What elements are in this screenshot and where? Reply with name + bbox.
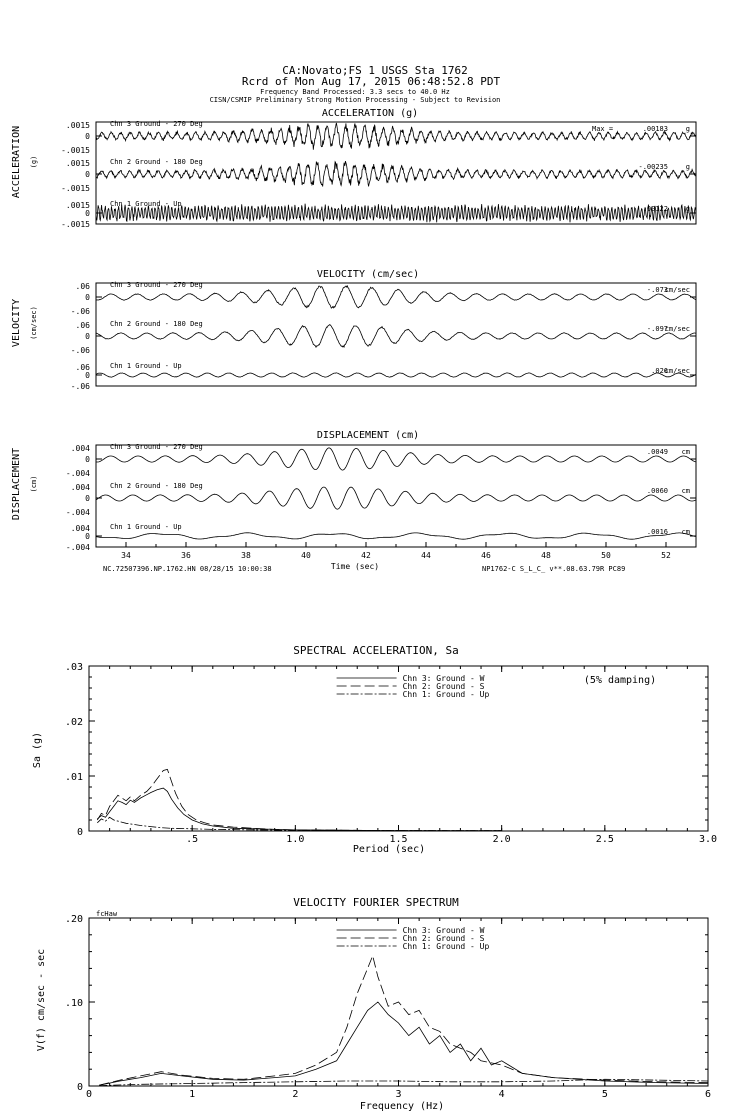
y-tick-label: .02 — [64, 717, 83, 728]
x-tick-label: .5 — [186, 834, 199, 845]
x-tick-label: 1 — [189, 1089, 196, 1100]
channel-label: Chn 3 Ground - 270 Deg — [110, 120, 203, 128]
channel-label: Chn 3 Ground - 270 Deg — [110, 281, 203, 289]
peak-unit: g — [685, 125, 690, 133]
y-tick-zero: 0 — [85, 170, 90, 179]
header-station: CA:Novato;FS 1 USGS Sta 1762 — [282, 64, 468, 77]
y-tick-zero: 0 — [85, 371, 90, 380]
legend-label: Chn 2: Ground - S — [402, 934, 485, 943]
peak-unit: g — [685, 163, 690, 171]
trace-frame — [96, 445, 696, 547]
y-tick-bottom: -.0015 — [61, 146, 90, 155]
sa-ylabel: Sa (g) — [32, 731, 43, 769]
footer-right: NP1762-C S_L_C_ v**.08.63.79R PC89 — [482, 565, 626, 573]
channel-label: Chn 2 Ground - 180 Deg — [110, 482, 203, 490]
y-tick-top: .0015 — [65, 201, 90, 210]
y-tick-zero: 0 — [85, 532, 90, 541]
displacement-title: DISPLACEMENT (cm) — [316, 430, 420, 441]
y-tick-bottom: -.004 — [65, 508, 90, 517]
y-tick-top: .06 — [75, 321, 90, 330]
y-tick-label: .03 — [64, 662, 83, 673]
x-tick-label: 1.0 — [286, 834, 305, 845]
peak-unit: cm — [681, 448, 690, 456]
y-tick-label: .20 — [64, 914, 83, 925]
series-line — [99, 956, 708, 1085]
header-band: Frequency Band Processed: 3.3 secs to 40.0 Hz — [260, 88, 450, 96]
channel-label: Chn 3 Ground - 270 Deg — [110, 443, 203, 451]
legend-label: Chn 2: Ground - S — [402, 682, 485, 691]
time-tick-label: 48 — [541, 551, 551, 560]
time-tick-label: 50 — [601, 551, 611, 560]
channel-label: Chn 1 Ground - Up — [110, 523, 182, 531]
fs-xlabel: Frequency (Hz) — [359, 1101, 445, 1112]
x-tick-label: 3 — [395, 1089, 402, 1100]
y-tick-top: .004 — [70, 483, 90, 492]
time-tick-label: 34 — [121, 551, 131, 560]
peak-unit: cm/sec — [664, 367, 690, 375]
peak-unit: cm — [681, 528, 690, 536]
time-tick-label: 38 — [241, 551, 251, 560]
channel-trace — [96, 373, 696, 377]
time-tick-label: 46 — [481, 551, 491, 560]
peak-value: .00183 — [642, 125, 668, 133]
legend-label: Chn 1: Ground - Up — [402, 690, 490, 699]
y-tick-label: 0 — [76, 827, 83, 838]
time-tick-label: 52 — [661, 551, 671, 560]
displacement-panel — [11, 430, 696, 560]
header-processing: CISN/CSMIP Preliminary Strong Motion Processing - Subject to Revision — [209, 96, 501, 104]
peak-value: .0016 — [646, 528, 668, 536]
peak-value: .0049 — [646, 448, 668, 456]
x-tick-label: 2.0 — [492, 834, 511, 845]
y-tick-zero: 0 — [85, 132, 90, 141]
displacement-side-label: DISPLACEMENT — [11, 447, 22, 521]
y-tick-bottom: -.004 — [65, 469, 90, 478]
footer-left: NC.72507396.NP.1762.HN 08/28/15 10:00:38 — [103, 565, 272, 573]
sa-damping-note: (5% damping) — [583, 675, 657, 686]
time-tick-label: 36 — [181, 551, 191, 560]
y-tick-bottom: -.004 — [65, 543, 90, 552]
sa-xlabel: Period (sec) — [352, 844, 426, 855]
series-line — [99, 1002, 708, 1085]
y-tick-bottom: -.06 — [70, 382, 90, 391]
y-tick-label: 0 — [76, 1082, 83, 1093]
acceleration-unit-label: (g) — [30, 155, 38, 169]
acceleration-panel — [11, 108, 696, 229]
channel-trace — [96, 487, 696, 509]
y-tick-top: .004 — [70, 524, 90, 533]
time-tick-label: 40 — [301, 551, 311, 560]
legend-label: Chn 1: Ground - Up — [402, 942, 490, 951]
channel-label: Chn 2 Ground - 180 Deg — [110, 158, 203, 166]
y-tick-zero: 0 — [85, 494, 90, 503]
series-line — [97, 817, 501, 830]
y-tick-top: .06 — [75, 363, 90, 372]
peak-unit: cm/sec — [664, 286, 690, 294]
y-tick-label: .10 — [64, 998, 83, 1009]
channel-label: Chn 1 Ground - Up — [110, 200, 182, 208]
peak-value: -.097 — [646, 325, 668, 333]
fs-title: VELOCITY FOURIER SPECTRUM — [293, 896, 459, 909]
y-tick-zero: 0 — [85, 332, 90, 341]
y-tick-bottom: -.06 — [70, 346, 90, 355]
channel-trace — [96, 533, 696, 539]
velocity-side-label: VELOCITY — [11, 298, 22, 348]
channel-trace — [96, 448, 696, 470]
max-prefix: Max = — [592, 125, 614, 133]
velocity-fourier-spectrum-chart — [36, 896, 711, 1112]
y-tick-zero: 0 — [85, 293, 90, 302]
time-axis-label: Time (sec) — [330, 562, 380, 571]
series-line — [97, 788, 501, 831]
y-tick-top: .004 — [70, 444, 90, 453]
peak-value: .0060 — [646, 487, 668, 495]
time-tick-label: 44 — [421, 551, 431, 560]
y-tick-top: .0015 — [65, 121, 90, 130]
channel-trace — [96, 325, 696, 348]
x-tick-label: 4 — [498, 1089, 505, 1100]
velocity-panel — [11, 269, 696, 391]
peak-value: -.073 — [646, 286, 668, 294]
x-tick-label: 2.5 — [595, 834, 614, 845]
fs-corner-note: fcHaw — [96, 910, 118, 918]
displacement-unit-label: (cm) — [30, 475, 38, 493]
x-tick-label: 5 — [601, 1089, 608, 1100]
y-tick-zero: 0 — [85, 455, 90, 464]
acceleration-title: ACCELERATION (g) — [321, 108, 419, 119]
trace-frame — [96, 283, 696, 386]
peak-unit: cm — [681, 487, 690, 495]
velocity-unit-label: (cm/sec) — [30, 306, 38, 340]
x-tick-label: 0 — [85, 1089, 93, 1100]
time-tick-label: 42 — [361, 551, 371, 560]
legend-label: Chn 3: Ground - W — [402, 674, 485, 683]
velocity-title: VELOCITY (cm/sec) — [316, 269, 420, 280]
fs-ylabel: V(f) cm/sec - sec — [36, 948, 47, 1052]
x-tick-label: 2 — [292, 1089, 299, 1100]
channel-label: Chn 1 Ground - Up — [110, 362, 182, 370]
acceleration-side-label: ACCELERATION — [11, 125, 22, 199]
y-tick-top: .0015 — [65, 159, 90, 168]
peak-unit: cm/sec — [664, 325, 690, 333]
peak-value: .00122 — [642, 205, 668, 213]
spectral-acceleration-chart — [32, 644, 717, 855]
x-tick-label: 1.5 — [389, 834, 408, 845]
channel-label: Chn 2 Ground - 180 Deg — [110, 320, 203, 328]
y-tick-label: .01 — [64, 772, 83, 783]
x-tick-label: 3.0 — [698, 834, 718, 845]
y-tick-bottom: -.0015 — [61, 220, 90, 229]
peak-value: .026 — [651, 367, 668, 375]
sa-title: SPECTRAL ACCELERATION, Sa — [293, 644, 459, 657]
legend-label: Chn 3: Ground - W — [402, 926, 485, 935]
channel-trace — [96, 204, 696, 223]
header-record: Rcrd of Mon Aug 17, 2015 06:48:52.8 PDT — [241, 75, 501, 88]
y-tick-top: .06 — [75, 282, 90, 291]
y-tick-bottom: -.06 — [70, 307, 90, 316]
y-tick-zero: 0 — [85, 209, 90, 218]
peak-unit: g — [685, 205, 690, 213]
channel-trace — [96, 286, 696, 308]
y-tick-bottom: -.0015 — [61, 184, 90, 193]
x-tick-label: 6 — [704, 1089, 712, 1100]
peak-value: -.00235 — [638, 163, 668, 171]
series-line — [97, 769, 501, 830]
